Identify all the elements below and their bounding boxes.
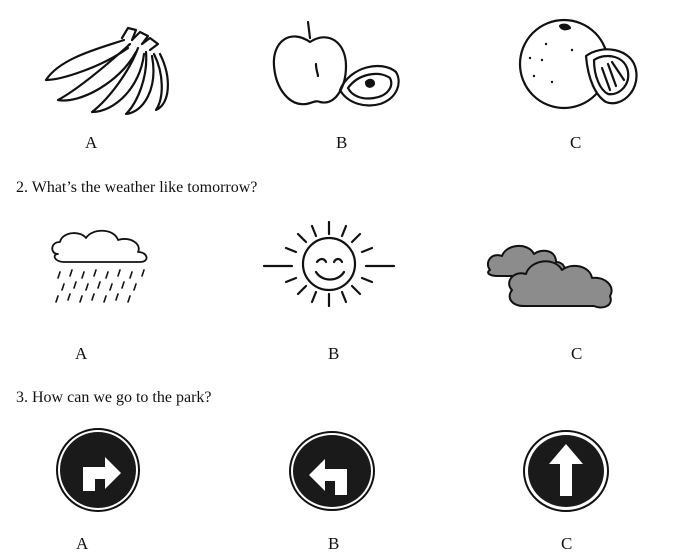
- option-label: C: [561, 534, 573, 553]
- turn-left-sign-icon: [289, 431, 375, 511]
- option-label: C: [571, 344, 583, 363]
- option-label: A: [76, 534, 89, 553]
- sun-icon: [262, 222, 396, 306]
- orange-icon: [512, 20, 647, 112]
- option-label: C: [570, 133, 582, 152]
- option-label: B: [336, 133, 348, 152]
- apple-icon: [270, 20, 405, 110]
- option-label: A: [75, 344, 88, 363]
- question-2-text: 2. What’s the weather like tomorrow?: [16, 179, 258, 196]
- option-label: B: [328, 534, 340, 553]
- option-label: A: [85, 133, 98, 152]
- question-3-text: 3. How can we go to the park?: [16, 389, 212, 406]
- banana-icon: [40, 18, 175, 118]
- cloudy-icon: [484, 240, 624, 312]
- rain-cloud-icon: [50, 228, 152, 304]
- go-straight-sign-icon: [523, 430, 609, 512]
- option-label: B: [328, 344, 340, 363]
- turn-right-sign-icon: [55, 427, 141, 513]
